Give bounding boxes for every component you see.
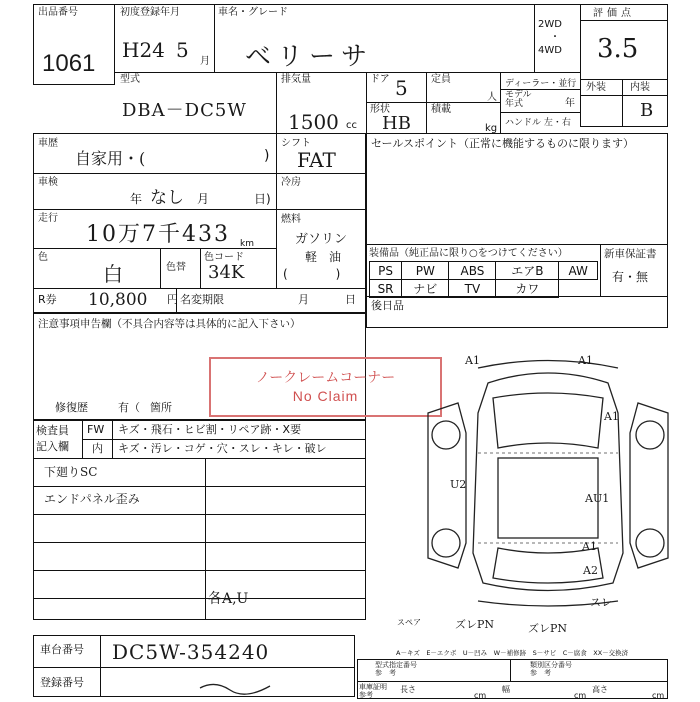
handle-label: ハンドル 左・右 [505,118,571,128]
doors-value: 5 [395,76,408,100]
history-value: 自家用・( [75,149,146,168]
first-reg-month: 5 [176,38,189,62]
chassis-value: DC5W-354240 [112,640,270,664]
no-claim-box [209,357,442,417]
diagram-mark-7: A2 [583,564,598,577]
reg-scribble [195,676,275,696]
repair-label: 修復歴 [55,401,88,414]
interior-value: B [640,100,654,121]
inspector-in: 内 [92,442,103,455]
first-reg-year: H24 [122,38,165,62]
diagram-mark-5: AU1 [585,492,610,505]
warranty-value: 有・無 [612,270,649,284]
displacement-label: 排気量 [281,74,311,85]
no-claim-line1: ノークレームコーナー [255,370,396,386]
model-code: DBA－DC5W [122,100,247,121]
diagram-mark-3: A1 [604,410,619,423]
inspector-in-text: キズ・汚レ・コゲ・穴・スレ・キレ・破レ [118,442,327,455]
diagram-mark-4: U2 [450,478,467,491]
equip-sr: SR [370,280,402,298]
displacement-value: 1500 [288,110,339,134]
dims-label: 車庫証明 参考 [359,683,387,699]
body-type-value: HB [382,113,411,134]
equip-abs: ABS [449,262,496,280]
inspection-label: 車検 [38,177,58,188]
load-label: 積載 [431,104,451,115]
fuel-light: 軽 油 [305,250,342,264]
equip-airbag: エアB [496,262,559,280]
grade-value: 3.5 [597,34,639,64]
tone-label: 色替 [166,262,186,273]
equip-aw: AW [559,262,598,280]
recycle-label: R券 [38,293,57,306]
shift-label: シフト [281,138,311,149]
color-code-label: 色コード [204,252,244,263]
mileage-label: 走行 [38,213,58,224]
diagram-mark-1: A1 [465,354,480,367]
dealer-label: ディーラー・並行 [505,79,577,89]
inspector-hw-2: エンドパネル歪み [44,492,140,506]
no-claim-line2: No Claim [292,388,359,404]
history-label: 車歴 [38,138,58,149]
model-label: 型式 [120,74,140,85]
car-name: ベリーサ [245,42,374,72]
first-reg-label: 初度登録年月 [120,7,180,18]
sales-point-label: セールスポイント（正常に機能するものに限ります） [371,137,635,150]
diagram-mark-9: ズレPN [455,618,495,631]
sales-box [366,133,668,328]
equip-tv: TV [449,280,496,298]
inspector-hw-3: 各A,U [208,591,249,607]
chassis-label: 車台番号 [40,643,84,656]
grade-box [580,4,668,127]
auction-sheet: 出品番号 1061 初度登録年月 H24 5 月 車名・グレード ベリーサ 2WD ・ 4WD 評価点 3.5 外装 内装 B 型式 DBA－DC5W 排気量 1500 cc ドア 5 定員 人 形状 HB 積載 kg ディーラー・並行 モデル 年式 年 ハンドル 左・右 車歴 自家用・( ) シフト FAT 車検 なし 年 月 日) 冷房 走行 10万7千433 km 燃料 ガソリン 軽 油 ( ) 色 白 色替 色コード 34K R券 10,800 円 名変期限 月 日 セールスポイント（正常に機能するものに限ります） 装備品（純正品に限り○をつけてください） 新車保証書 有・無 PS PW ABS エアB AW SR ナビ TV カワ 後日品 注意事項申告欄（不具合内容等は具体的に記入下さい） 修復歴 有（ 箇所 ノークレームコーナー No Claim 検査員 記入欄 FW キズ・飛石・ヒビ割・リペア跡・X要 内 キズ・汚レ・コゲ・穴・スレ・キレ・破レ 下廻りSC エンドパネル歪み 各A,U A1 A1 A1 U2 AU1 A1 A2 スレ ズレPN ズレPN スペア A－キズ E－エクボ U－凹み W－補修跡 S－サビ C－腐食 XX－交換済 車台番号 DC5W-354240 登録番号 型式指定番号 参 考 類別区分番号 参 考 車庫証明 参考 長さ cm 幅 cm 高さ cm [0,0,700,700]
color-code-value: 34K [208,262,245,283]
drive-4wd: 4WD [538,45,562,56]
notes-label: 注意事項申告欄（不具合内容等は具体的に記入下さい） [38,318,301,330]
warranty-label: 新車保証書 [604,248,657,260]
ref-label-2: 類別区分番号 参 考 [530,661,572,677]
damage-legend: A－キズ E－エクボ U－凹み W－補修跡 S－サビ C－腐食 XX－交換済 [396,649,629,657]
cooler-label: 冷房 [281,177,301,188]
color-label: 色 [38,252,48,263]
capacity-label: 定員 [431,74,451,85]
doors-label: ドア [370,74,390,85]
lot-number: 1061 [42,50,96,77]
title-change-label: 名変期限 [180,293,224,306]
diagram-mark-10: ズレPN [528,622,568,635]
diagram-mark-2: A1 [578,354,593,367]
repair-value: 有（ [118,401,140,414]
drive-2wd: 2WD [538,19,562,30]
spare-label: スペア [397,618,421,627]
diagram-mark-8: スレ [590,596,612,609]
diagram-mark-6: A1 [582,540,597,553]
car-name-label: 車名・グレード [218,7,288,18]
reg-label: 登録番号 [40,676,84,689]
fuel-gas: ガソリン [295,232,348,247]
equipment-table [369,261,598,298]
equipment-label: 装備品（純正品に限り○をつけてください） [369,248,568,259]
recycle-value: 10,800 [88,290,148,310]
equip-pw: PW [402,262,449,280]
fuel-label: 燃料 [281,214,301,225]
inspector-label-2: 記入欄 [36,440,69,453]
shift-value: FAT [297,148,336,172]
inspector-fw-text: キズ・飛石・ヒビ割・リペア跡・X要 [118,423,302,436]
equip-leather: カワ [496,280,559,298]
inspection-hw: なし [150,188,184,208]
interior-label: 内装 [630,82,650,93]
inspector-hw-1: 下廻りSC [44,465,98,479]
inspector-label-1: 検査員 [36,424,69,437]
mileage-value: 10万7千433 [86,222,230,247]
equip-ps: PS [370,262,402,280]
color-value: 白 [103,262,123,286]
equip-navi: ナビ [402,280,449,298]
body-type-label: 形状 [370,104,390,115]
model-year-label: モデル 年式 [505,90,532,109]
remarks-label: 後日品 [371,299,404,312]
inspector-fw: FW [87,423,105,436]
exterior-label: 外装 [586,82,606,93]
lot-label: 出品番号 [38,7,78,18]
grade-label: 評価点 [593,8,635,19]
ref-label-1: 型式指定番号 参 考 [375,661,417,677]
